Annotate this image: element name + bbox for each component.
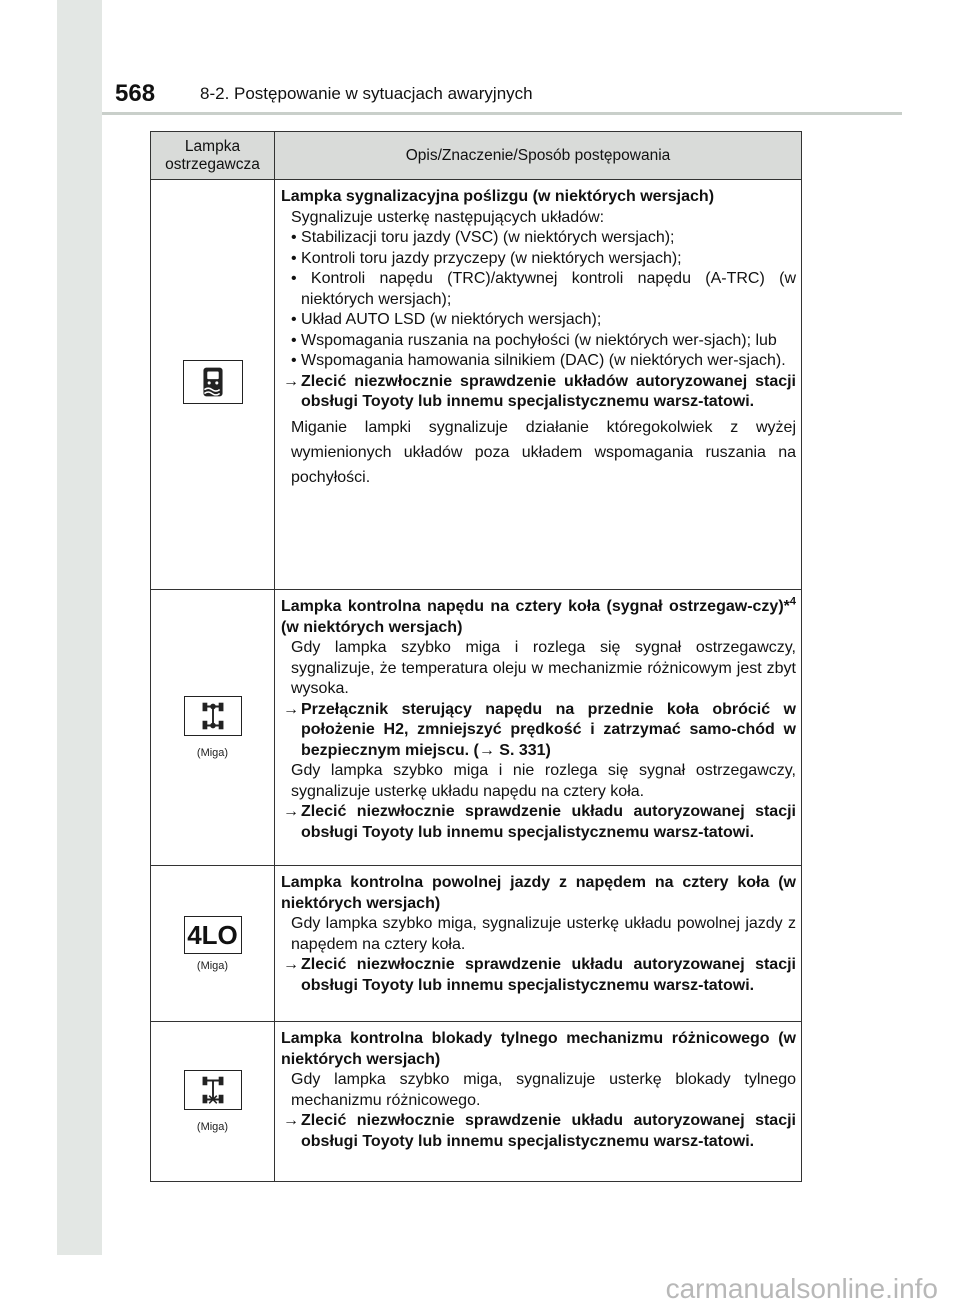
description-cell (275, 1022, 802, 1182)
page-number: 568 (115, 80, 156, 107)
description-cell (275, 590, 802, 866)
col-header-description: Opis/Znaczenie/Sposób postępowania (275, 132, 802, 180)
icon-cell (151, 866, 275, 1022)
action-item (281, 700, 796, 762)
row-title-text: Lampka kontrolna napędu na cztery koła (sygnał ostrzegaw-czy)* (281, 598, 790, 615)
skid-indicator-icon (183, 360, 243, 404)
desc-text: Miganie lampki sygnalizuje działanie któregokolwiek z wyżej wymienionych układów poza układem wspomagania ruszania na pochyłości. (291, 418, 796, 486)
row-title (281, 597, 796, 638)
blink-label: (Miga) (196, 1121, 229, 1133)
action-item (281, 372, 796, 413)
warning-lights-table (150, 131, 802, 1182)
desc-text: Gdy lampka szybko miga, sygnalizuje usterkę układu powolnej jazdy z napędem na cztery koła. (291, 915, 796, 953)
action-text: Zlecić niezwłocznie sprawdzenie układów autoryzowanej stacji obsługi Toyoty lub innemu specjalistycznemu warsz-tatowi. (301, 372, 796, 410)
table-row (151, 180, 802, 590)
action-text: Zlecić niezwłocznie sprawdzenie układu autoryzowanej stacji obsługi Toyoty lub innemu specjalistycznemu warsz-tatowi. (301, 1112, 796, 1150)
icon-cell (151, 590, 275, 866)
action-item (281, 955, 796, 996)
arrow-icon: → (283, 1112, 299, 1129)
row-title: Lampka kontrolna blokady tylnego mechanizmu różnicowego (w niektórych wersjach) (281, 1030, 796, 1068)
table-row (151, 866, 802, 1022)
desc-text: Gdy lampka szybko miga, sygnalizuje usterkę blokady tylnego mechanizmu różnicowego. (291, 1071, 796, 1109)
action-item (281, 1111, 796, 1152)
desc-text: Gdy lampka szybko miga i nie rozlega się sygnał ostrzegawczy, sygnalizuje usterkę układu napędu na cztery koła. (291, 762, 796, 800)
blink-label: (Miga) (196, 747, 229, 759)
bullet-item: • Kontroli toru jazdy przyczepy (w niektórych wersjach); (291, 249, 682, 267)
desc-text: Sygnalizuje usterkę następujących układów: (291, 208, 605, 226)
bullet-item: • Wspomagania hamowania silnikiem (DAC) (w niektórych wer-sjach). (291, 352, 786, 369)
4lo-indicator-icon: 4LO (184, 916, 242, 954)
footnote-ref: 4 (789, 595, 796, 608)
description-cell (275, 866, 802, 1022)
side-band (57, 0, 102, 1255)
action-text: Zlecić niezwłocznie sprawdzenie układu autoryzowanej stacji obsługi Toyoty lub innemu specjalistycznemu warsz-tatowi. (301, 803, 796, 841)
header-rule (102, 112, 902, 115)
bullet-item: • Kontroli napędu (TRC)/aktywnej kontroli napędu (A-TRC) (w niektórych wersjach); (291, 270, 796, 308)
bullet-item: • Wspomagania ruszania na pochyłości (w niektórych wer-sjach); lub (291, 331, 777, 349)
arrow-icon: → (283, 803, 299, 820)
arrow-icon: → (283, 956, 299, 973)
table-row (151, 590, 802, 866)
arrow-icon: → (283, 372, 299, 390)
chapter-title: 8-2. Postępowanie w sytuacjach awaryjnych (200, 84, 533, 103)
bullet-item: • Stabilizacji toru jazdy (VSC) (w niektórych wersjach); (291, 229, 675, 246)
row-title: Lampka sygnalizacyjna poślizgu (w niektórych wersjach) (281, 188, 715, 205)
bullet-item: • Układ AUTO LSD (w niektórych wersjach); (291, 311, 602, 328)
table-header-row (151, 132, 802, 180)
col-header-lamp: Lampka ostrzegawcza (151, 132, 275, 180)
row-title-suffix: (w niektórych wersjach) (281, 618, 463, 636)
action-item (281, 802, 796, 843)
icon-cell (151, 180, 275, 590)
blink-label: (Miga) (196, 959, 229, 972)
action-text: Przełącznik sterujący napędu na przednie koła obrócić w położenie H2, zmniejszyć prędkość i zatrzymać samo-chód w bezpiecznym miejscu. (→ S. 331) (301, 700, 796, 759)
table-row (151, 1022, 802, 1182)
arrow-icon: → (283, 700, 299, 718)
watermark: carmanualsonline.info (665, 1273, 938, 1304)
row-title: Lampka kontrolna powolnej jazdy z napędem na cztery koła (w niektórych wersjach) (281, 874, 796, 912)
action-text: Zlecić niezwłocznie sprawdzenie układu autoryzowanej stacji obsługi Toyoty lub innemu specjalistycznemu warsz-tatowi. (301, 956, 796, 994)
icon-cell (151, 1022, 275, 1182)
desc-text: Gdy lampka szybko miga i rozlega się sygnał ostrzegawczy, sygnalizuje, że temperatura oleju w mechanizmie różnicowym jest zbyt wysoka. (291, 639, 796, 697)
four-wheel-drive-icon (184, 696, 242, 736)
rear-differential-lock-icon (184, 1070, 242, 1110)
description-cell (275, 180, 802, 590)
